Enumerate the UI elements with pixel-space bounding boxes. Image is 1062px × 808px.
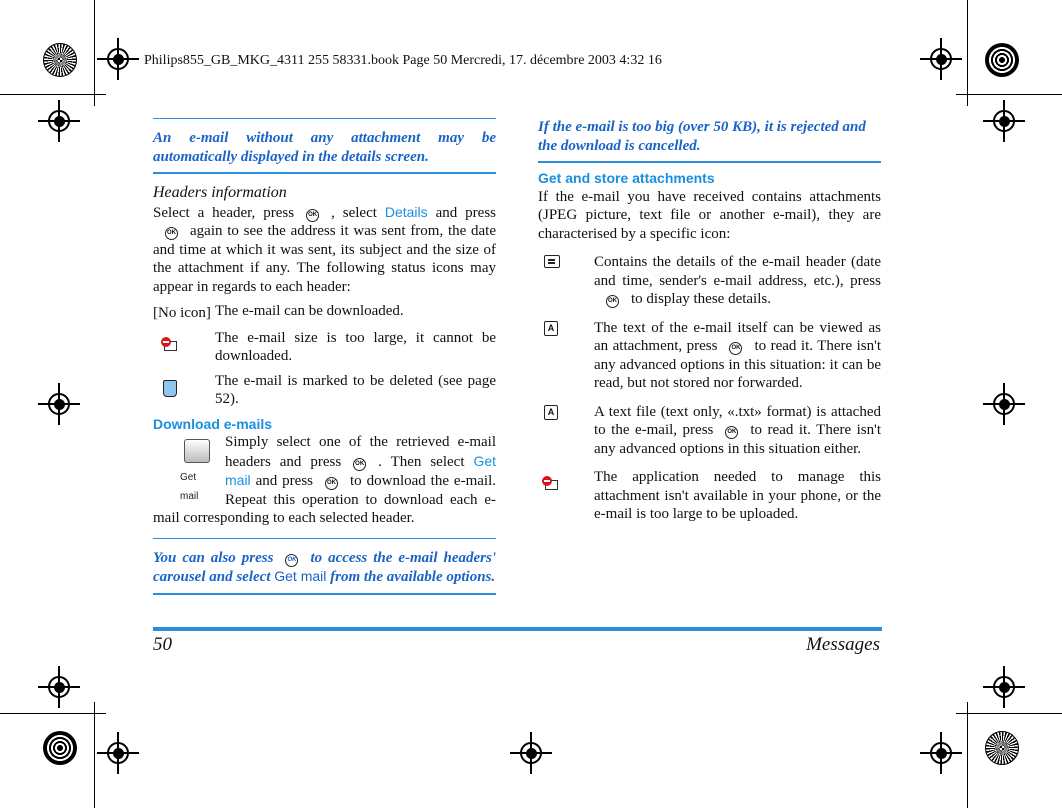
page-number: 50 xyxy=(153,634,172,655)
registration-mark xyxy=(930,742,952,764)
registration-mark xyxy=(48,393,70,415)
crop-mark xyxy=(0,94,106,95)
text-file-icon: A xyxy=(544,405,558,420)
download-emails-title: Download e-mails xyxy=(153,415,273,432)
ok-key-icon: OK xyxy=(725,426,738,439)
ok-key-icon: OK xyxy=(353,458,366,471)
no-icon-label: [No icon] xyxy=(153,305,211,321)
right-column xyxy=(538,118,881,524)
status-row-too-large: The e-mail size is too large, it cannot be downloaded. xyxy=(153,329,496,366)
no-entry-icon xyxy=(161,337,177,351)
crop-mark xyxy=(967,0,968,106)
ok-key-icon: OK xyxy=(285,554,298,567)
details-option: Details xyxy=(384,203,428,220)
crop-mark xyxy=(94,0,95,106)
get-mail-option: Get mail xyxy=(225,452,497,488)
trash-bin-icon xyxy=(163,380,177,397)
email-attachment-icon: A xyxy=(544,321,558,336)
attachments-intro: If the e-mail you have received contains attachments (JPEG picture, text file or another e-mail), they are characterised by a specific icon: xyxy=(538,188,881,242)
note-too-big: If the e-mail is too big (over 50 KB), it is rejected and the download is cancelled. xyxy=(538,118,881,163)
headers-paragraph: Select a header, press OK , select Details and pressOK again to see the address it was sent from, the date and time at which it was sent, its subject and the size of the attachment if any. The following status icons may appear in regards to each header: xyxy=(153,203,496,295)
target-mark xyxy=(43,731,77,765)
status-row-no-icon: [No icon] The e-mail can be downloaded. xyxy=(153,303,404,321)
crop-mark xyxy=(94,702,95,808)
ok-key-icon: OK xyxy=(325,477,338,490)
registration-mark xyxy=(993,110,1015,132)
registration-mark xyxy=(930,48,952,70)
footer-rule xyxy=(153,627,882,631)
ok-key-icon: OK xyxy=(729,342,742,355)
header-details-icon xyxy=(544,255,560,268)
print-header: Philips855_GB_MKG_4311 255 58331.book Page 50 Mercredi, 17. décembre 2003 4:32 16 xyxy=(144,53,662,68)
registration-mark xyxy=(48,110,70,132)
registration-mark xyxy=(107,742,129,764)
download-paragraph: Get mail Simply select one of the retrieved e-mail headers and press OK . Then select Get mail and press OK to download the e-mail. Repeat this operation to download each e-mail corresponding to each selected header. xyxy=(153,434,497,526)
get-mail-icon: Get mail xyxy=(153,435,215,495)
note-no-attachment: An e-mail without any attachment may be automatically displayed in the details screen. xyxy=(153,118,496,174)
attachment-row-email-text: A The text of the e-mail itself can be viewed as an attachment, press OK to read it. There isn't any advanced options in this situation: it can be read, but not stored nor forwarded. xyxy=(538,319,881,393)
get-store-attachments-title: Get and store attachments xyxy=(538,170,715,186)
registration-mark xyxy=(520,742,542,764)
ok-key-icon: OK xyxy=(306,209,319,222)
attachment-row-header: Contains the details of the e-mail header (date and time, sender's e-mail address, etc.), pressOK to display these details. xyxy=(538,253,881,309)
crop-mark xyxy=(956,713,1062,714)
crop-mark xyxy=(0,713,106,714)
ok-key-icon: OK xyxy=(606,295,619,308)
registration-mark xyxy=(993,393,1015,415)
crop-mark xyxy=(967,702,968,808)
registration-mark xyxy=(48,676,70,698)
attachment-row-unsupported: The application needed to manage this attachment isn't available in your phone, or the e-mail is too large to be uploaded. xyxy=(538,468,881,524)
attachment-row-text-file: A A text file (text only, «.txt» format) is attached to the e-mail, press OK to read it. There isn't any advanced options in this situation either. xyxy=(538,403,881,459)
starburst-mark xyxy=(985,731,1019,765)
headers-information-title: Headers information xyxy=(153,184,287,201)
left-column xyxy=(153,118,496,603)
status-row-deleted: The e-mail is marked to be deleted (see page 52). xyxy=(153,372,496,409)
crop-mark xyxy=(956,94,1062,95)
registration-mark xyxy=(107,48,129,70)
note-carousel: You can also press OK to access the e-mail headers' carousel and select Get mail from the available options. xyxy=(153,538,496,595)
no-entry-icon xyxy=(542,476,558,490)
registration-mark xyxy=(993,676,1015,698)
target-mark xyxy=(985,43,1019,77)
section-title: Messages xyxy=(806,634,880,655)
starburst-mark xyxy=(43,43,77,77)
ok-key-icon: OK xyxy=(165,227,178,240)
